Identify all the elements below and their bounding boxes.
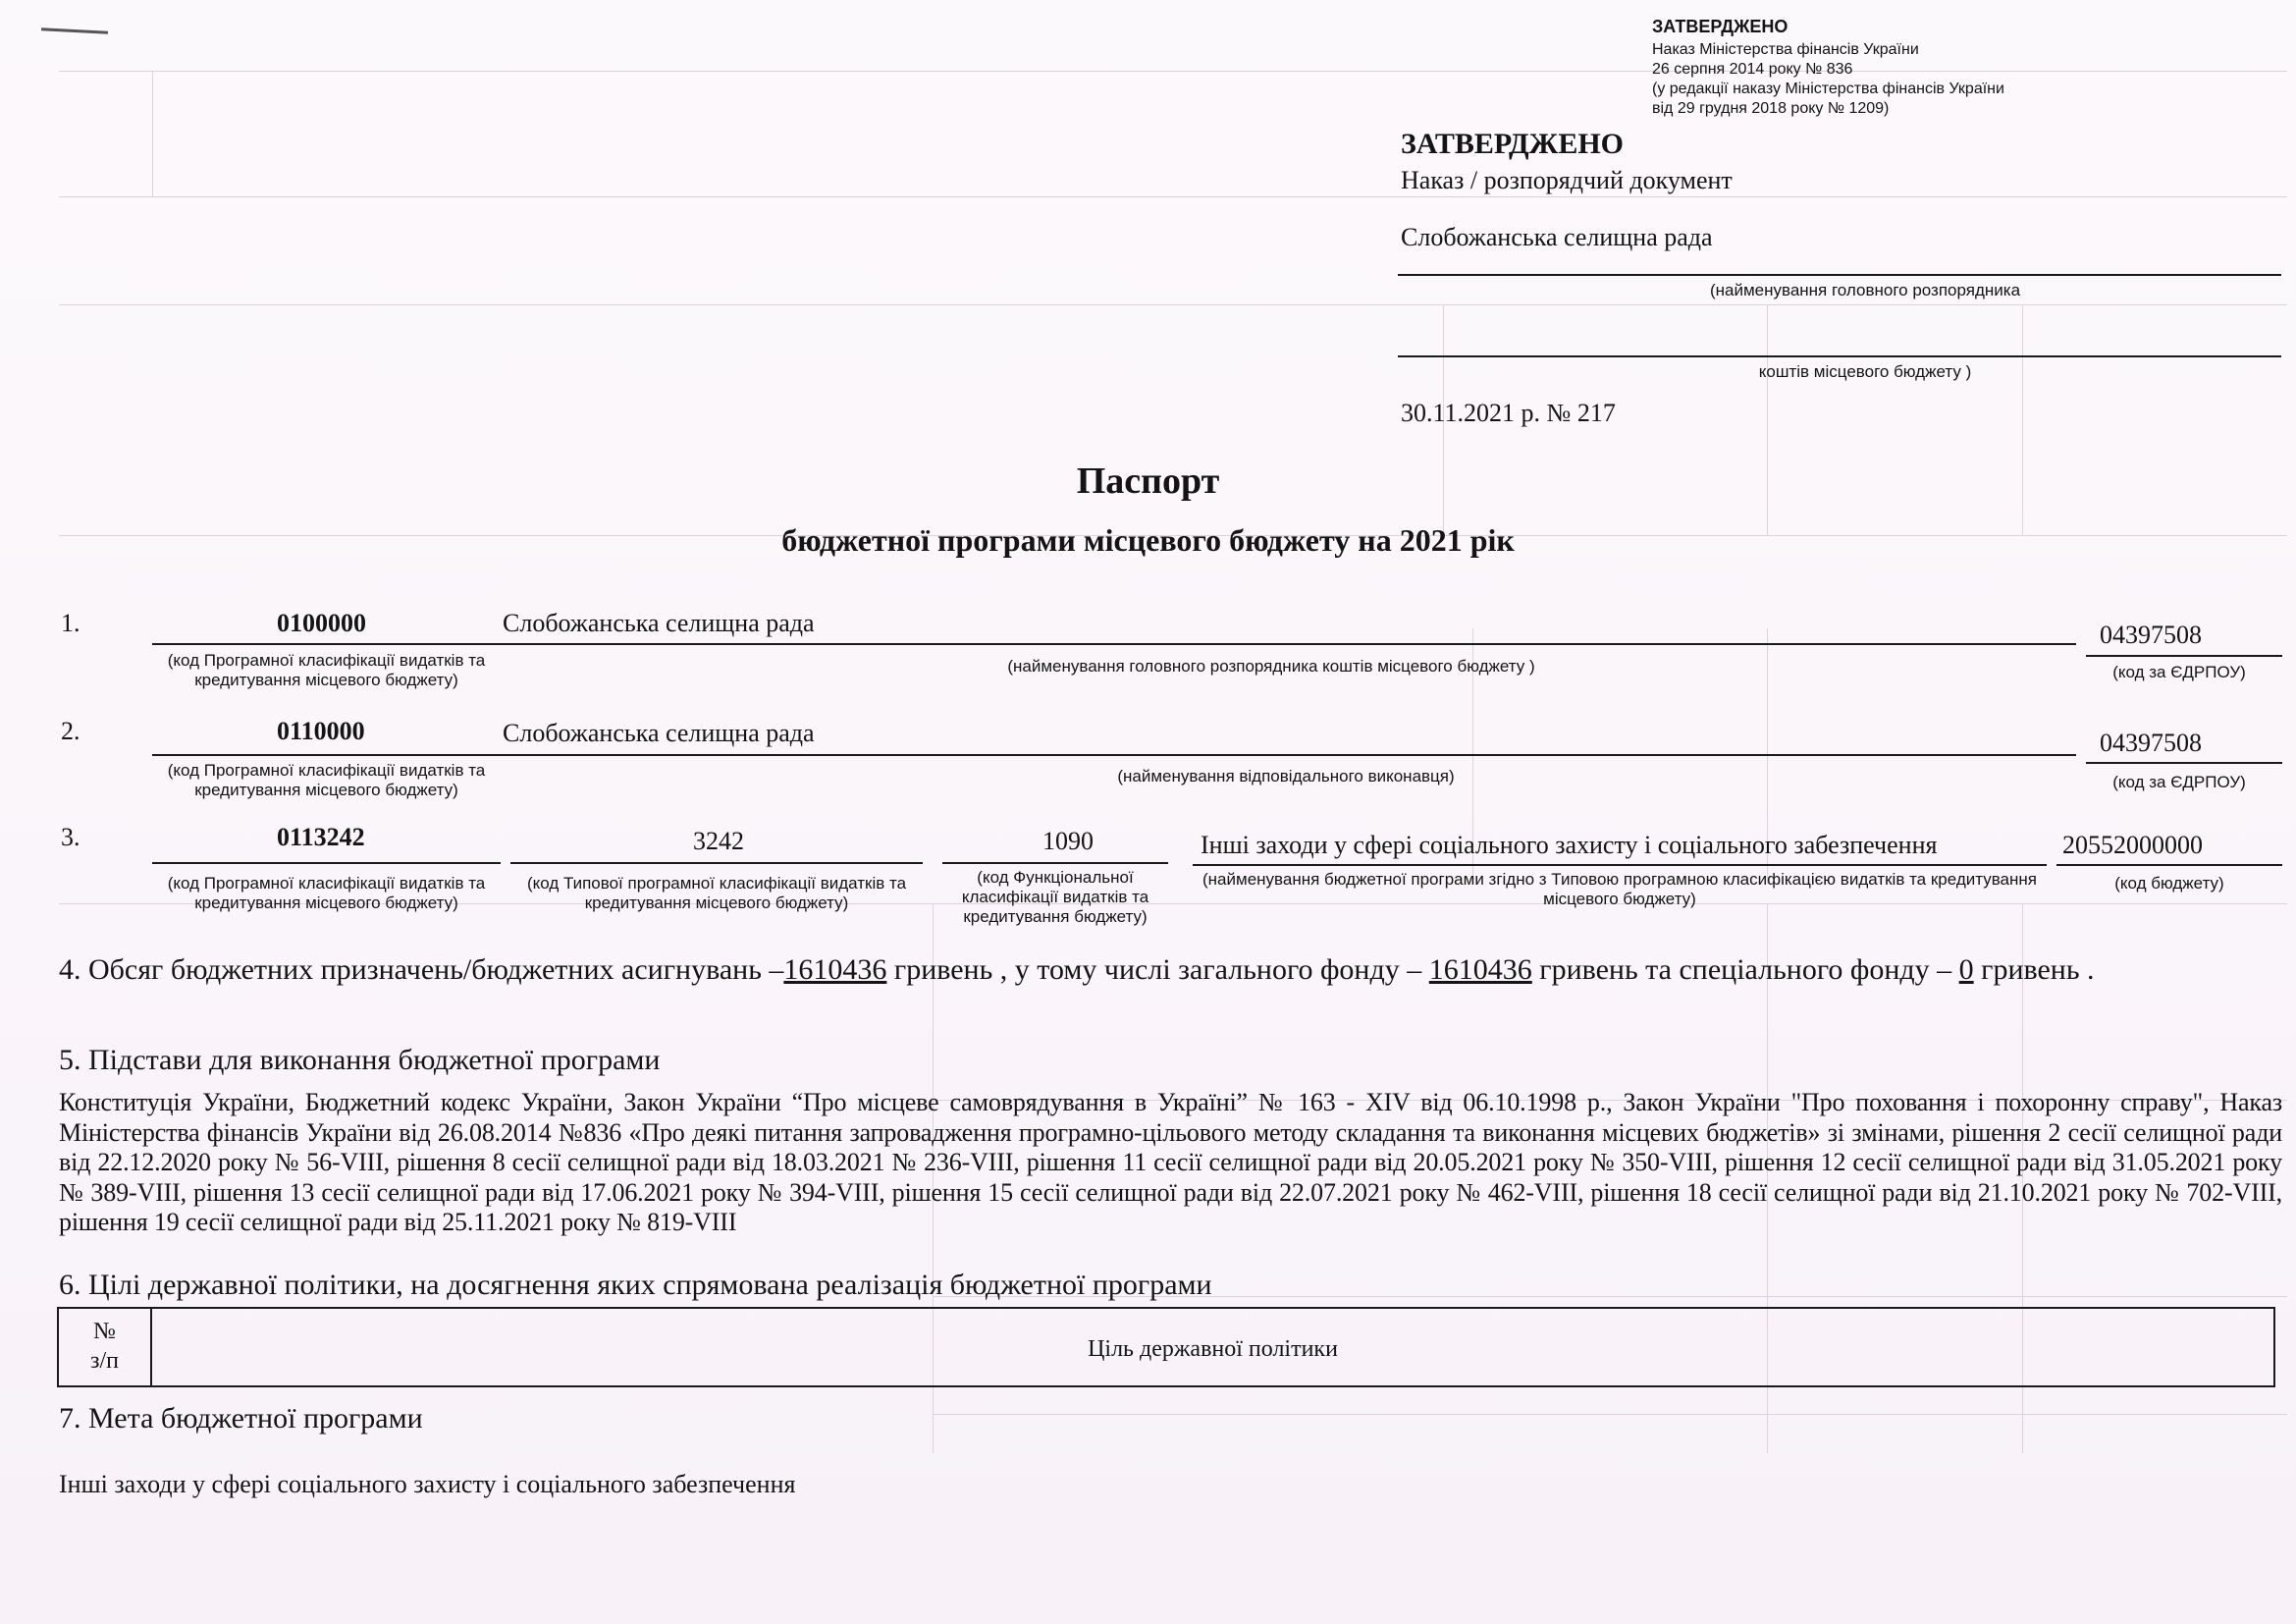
row-3-typical-code: 3242 <box>693 827 744 855</box>
policy-goals-number-header <box>59 1317 150 1376</box>
approved-order-label: Наказ / розпорядчий документ <box>1401 166 1733 194</box>
row-2-program-code: 0110000 <box>277 717 365 745</box>
approval-note-title: ЗАТВЕРДЖЕНО <box>1652 17 1789 36</box>
row-2-code-caption: (код Програмної класифікації видатків та кредитування місцевого бюджету) <box>167 761 486 799</box>
row-3-typical-line <box>510 862 923 864</box>
row-2-code-line <box>152 754 501 756</box>
section-4-text-1: 4. Обсяг бюджетних призначень/бюджетних асигнувань – <box>59 953 784 986</box>
approval-note-line-4: від 29 грудня 2018 року № 1209) <box>1652 100 1890 117</box>
row-1-name-line <box>501 643 2076 645</box>
section-7-heading: 7. Мета бюджетної програми <box>59 1402 423 1435</box>
row-3-budget-code-caption: (код бюджету) <box>2114 874 2224 893</box>
row-2-edrpou: 04397508 <box>2100 729 2202 757</box>
row-2-number: 2. <box>61 717 80 745</box>
document-subtitle-text: бюджетної програми місцевого бюджету на <box>781 522 1400 558</box>
policy-goals-number-header-line-1: № <box>93 1319 116 1344</box>
row-1-edrpou-caption: (код за ЄДРПОУ) <box>2112 663 2246 681</box>
budget-funds-caption: коштів місцевого бюджету ) <box>1758 362 1972 381</box>
approval-note-line-1: Наказ Міністерства фінансів України <box>1652 41 1919 58</box>
section-4-text-4: гривень . <box>1973 953 2095 986</box>
approved-authority-name: Слобожанська селищна рада <box>1401 223 1713 251</box>
section-4-special-fund-amount: 0 <box>1958 953 1974 986</box>
approval-note-line-3: (у редакції наказу Міністерства фінансів України <box>1652 81 2004 97</box>
row-1-name-caption: (найменування головного розпорядника коштів місцевого бюджету ) <box>1007 657 1535 676</box>
row-3-budget-code-line <box>2056 864 2282 866</box>
section-5-basis-text: Конституція України, Бюджетний кодекс України, Закон України “Про місцеве самоврядування в Україні” № 163 - XIV від 06.10.1998 р., Закон України "Про поховання і похоронну справу", Наказ Міністерства фінансів України від 26.08.2014 №836 «Про деякі питання запровадження програмно-цільового методу складання та виконання місцевих бюджетів» зі змінами, рішення 2 сесії селищної ради від 22.12.2020 року № 56-VIII, рішення 8 сесії селищної ради від 18.03.2021 № 236-VIII, рішення 11 сесії селищної ради від 20.05.2021 року № 350-VIII, рішення 12 сесії селищної ради від 31.05.2021 року № 389-VIII, рішення 13 сесії селищної ради від 17.06.2021 року № 394-VIII, рішення 15 сесії селищної ради від 22.07.2021 року № 462-VIII, рішення 18 сесії селищної ради від 21.10.2021 року № 702-VIII, рішення 19 сесії селищної ради від 25.11.2021 року № 819-VIII <box>59 1088 2282 1236</box>
row-1-number: 1. <box>61 609 80 637</box>
approval-note-line-2: 26 серпня 2014 року № 836 <box>1652 61 1853 78</box>
row-3-functional-line <box>942 862 1168 864</box>
pen-mark <box>41 27 108 34</box>
section-4-budget-volume <box>59 952 2277 988</box>
row-2-edrpou-line <box>2086 762 2282 764</box>
row-2-name: Слобожанська селищна рада <box>503 719 815 747</box>
section-5-heading: 5. Підстави для виконання бюджетної програми <box>59 1044 661 1076</box>
document-title: Паспорт <box>1076 460 1220 502</box>
policy-goals-number-header-line-2: з/п <box>90 1348 119 1374</box>
row-3-budget-code: 20552000000 <box>2062 831 2203 859</box>
row-3-program-code: 0113242 <box>277 823 365 851</box>
row-2-name-line <box>501 754 2076 756</box>
approved-heading: ЗАТВЕРДЖЕНО <box>1401 128 1624 160</box>
row-3-code-line <box>152 862 501 864</box>
row-3-number: 3. <box>61 823 80 851</box>
row-3-program-name: Інші заходи у сфері соціального захисту і соціального забезпечення <box>1201 831 1938 859</box>
row-1-code-line <box>152 643 501 645</box>
document-subtitle <box>0 522 2296 559</box>
section-4-general-fund-amount: 1610436 <box>1428 953 1532 986</box>
authority-name-caption: (найменування головного розпорядника <box>1709 281 2021 299</box>
section-6-heading: 6. Цілі державної політики, на досягнення яких спрямована реалізація бюджетної програми <box>59 1269 1212 1301</box>
row-1-code-caption: (код Програмної класифікації видатків та кредитування місцевого бюджету) <box>167 651 486 689</box>
approval-date-number: 30.11.2021 р. № 217 <box>1401 399 1616 427</box>
section-4-text-2: гривень , у тому числі загального фонду – <box>886 953 1429 986</box>
row-3-program-name-caption: (найменування бюджетної програми згідно з Типовою програмною класифікацією видатків та кредитування місцевого бюджету) <box>1202 870 2037 908</box>
authority-name-line <box>1398 274 2281 276</box>
document-subtitle-year: 2021 рік <box>1399 522 1515 558</box>
budget-funds-line <box>1398 355 2281 357</box>
policy-goals-table <box>57 1307 2275 1387</box>
row-3-functional-caption: (код Функціональної класифікації видатків та кредитування бюджету) <box>961 868 1149 926</box>
row-2-edrpou-caption: (код за ЄДРПОУ) <box>2112 773 2246 791</box>
row-3-code-caption: (код Програмної класифікації видатків та кредитування місцевого бюджету) <box>167 874 486 912</box>
row-2-name-caption: (найменування відповідального виконавця) <box>1117 767 1455 785</box>
row-1-edrpou-line <box>2086 655 2282 657</box>
section-7-program-goal: Інші заходи у сфері соціального захисту і соціального забезпечення <box>59 1470 796 1498</box>
row-3-typical-caption: (код Типової програмної класифікації видатків та кредитування місцевого бюджету) <box>526 874 907 912</box>
policy-goals-goal-header: Ціль державної політики <box>1088 1336 1338 1362</box>
row-1-program-code: 0100000 <box>277 609 366 637</box>
row-3-functional-code: 1090 <box>1042 827 1094 855</box>
row-1-edrpou: 04397508 <box>2100 621 2202 649</box>
row-3-program-name-line <box>1193 864 2047 866</box>
section-4-total-amount: 1610436 <box>783 953 887 986</box>
section-4-text-3: гривень та спеціального фонду – <box>1531 953 1959 986</box>
row-1-name: Слобожанська селищна рада <box>503 609 815 637</box>
